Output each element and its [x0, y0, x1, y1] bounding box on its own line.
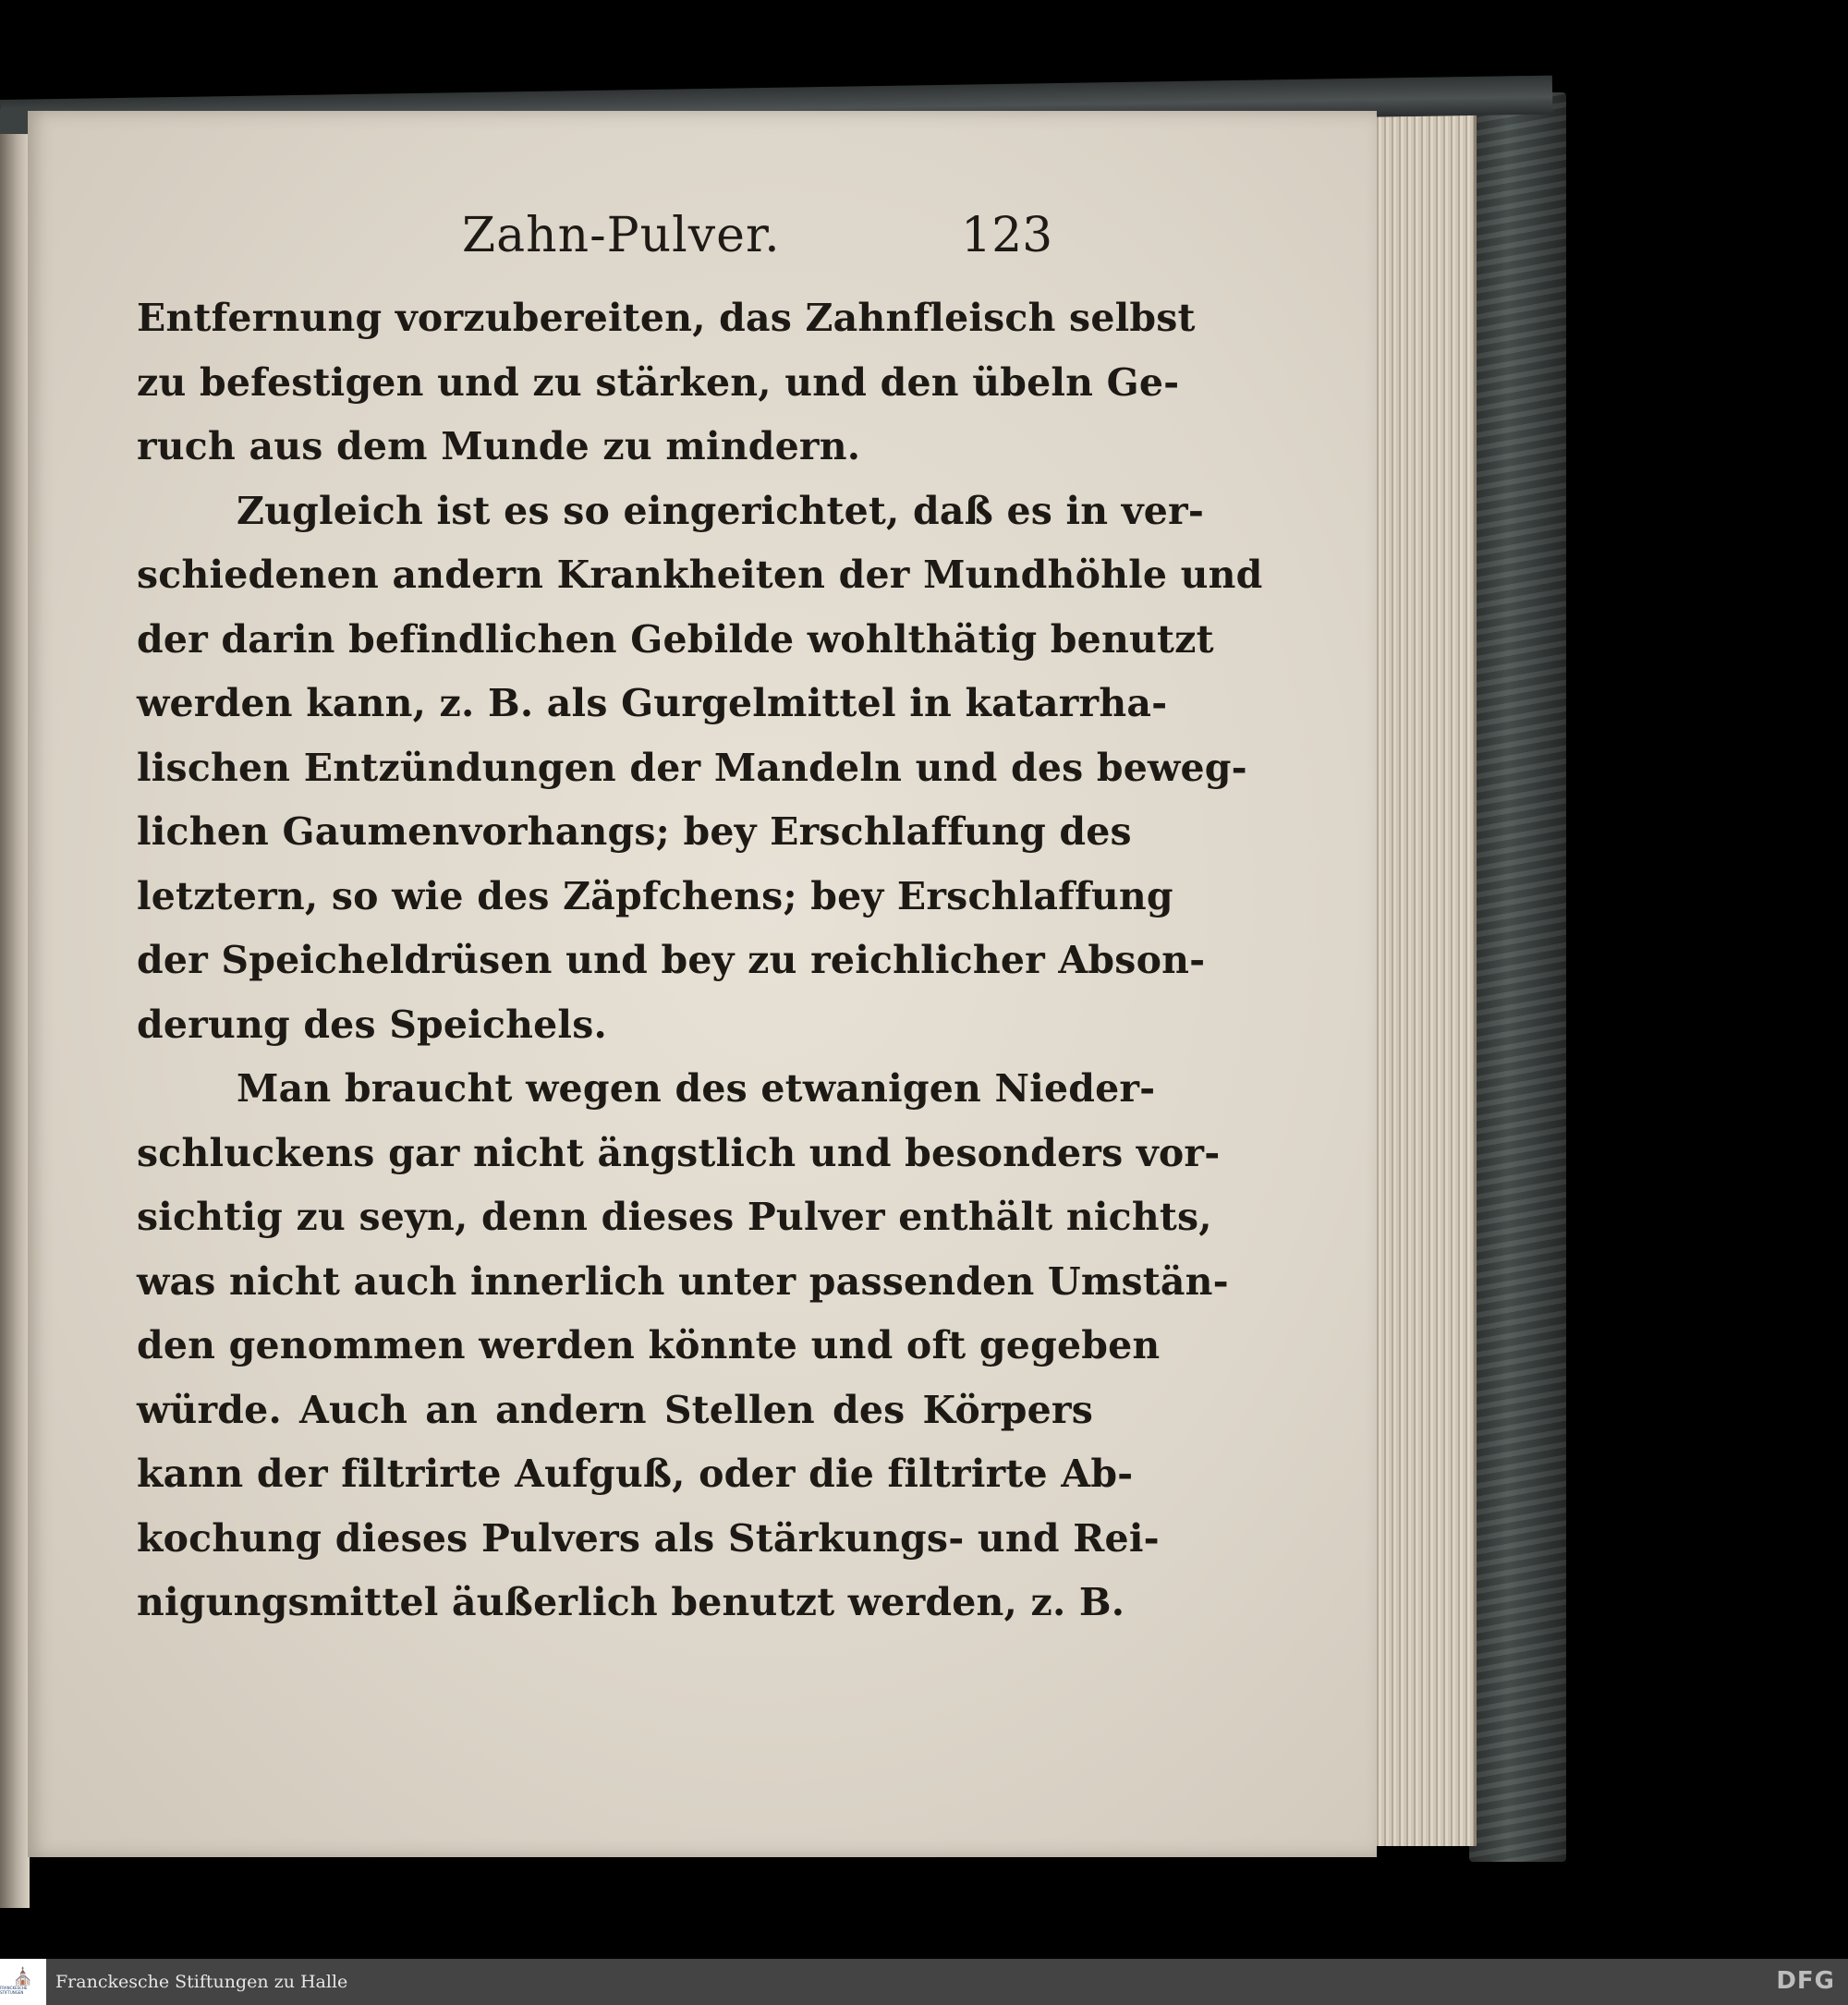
text-line: Entfernung vorzubereiten, das Zahnfleisch selbst	[137, 296, 1196, 340]
text-line: derung des Speichels.	[137, 1002, 607, 1047]
text-line: schiedenen andern Krankheiten der Mundhöhle und	[137, 553, 1263, 597]
text-line: was nicht auch innerlich unter passenden Umstän-	[137, 1258, 1229, 1304]
book-page	[28, 111, 1377, 1857]
text-line: der darin befindlichen Gebilde wohlthätig benutzt	[137, 616, 1214, 662]
dfg-logo[interactable]: DFG	[1776, 1967, 1835, 1995]
text-line: zu befestigen und zu stärken, und den übeln Ge-	[137, 359, 1180, 405]
page-header	[166, 199, 1090, 273]
footer-bar	[0, 1959, 1848, 2005]
left-page-edge	[0, 134, 30, 1908]
building-emblem-icon: ⛪	[12, 1967, 34, 1987]
text-line: lichen Gaumenvorhangs; bey Erschlaffung des	[137, 809, 1132, 854]
text-line: nigungsmittel äußerlich benutzt werden, z. B.	[137, 1580, 1125, 1624]
logo-caption: FRANCKESCHE STIFTUNGEN	[0, 1986, 28, 1995]
text-line: Man braucht wegen des etwanigen Nieder-	[237, 1066, 1156, 1111]
page-number: 123	[961, 208, 1053, 263]
institution-logo[interactable]	[0, 1959, 46, 2005]
institution-name[interactable]: Franckesche Stiftungen zu Halle	[55, 1972, 348, 1992]
text-line: Zugleich ist es so eingerichtet, daß es in ver-	[237, 488, 1205, 533]
text-line: der Speicheldrüsen und bey zu reichlicher Abson-	[137, 938, 1206, 982]
text-line: letztern, so wie des Zäpfchens; bey Erschlaffung	[137, 873, 1173, 918]
body-text	[137, 286, 1263, 1635]
text-line: würde. Auch an andern Stellen des Körpers	[137, 1387, 1093, 1432]
text-line: kann der filtrirte Aufguß, oder die filtrirte Ab-	[137, 1452, 1134, 1496]
book-cover-right	[1469, 92, 1566, 1862]
text-line: werden kann, z. B. als Gurgelmittel in katarrha-	[137, 681, 1168, 725]
text-line: lischen Entzündungen der Mandeln und des beweg-	[137, 745, 1247, 790]
text-line: kochung dieses Pulvers als Stärkungs- und Rei-	[137, 1515, 1160, 1561]
text-line: sichtig zu seyn, denn dieses Pulver enthält nichts,	[137, 1195, 1212, 1239]
text-line: schluckens gar nicht ängstlich und besonders vor-	[137, 1130, 1221, 1175]
text-line: ruch aus dem Munde zu mindern.	[137, 424, 861, 468]
text-line: den genommen werden könnte und oft gegeben	[137, 1323, 1161, 1367]
running-title: Zahn-Pulver.	[462, 208, 781, 263]
